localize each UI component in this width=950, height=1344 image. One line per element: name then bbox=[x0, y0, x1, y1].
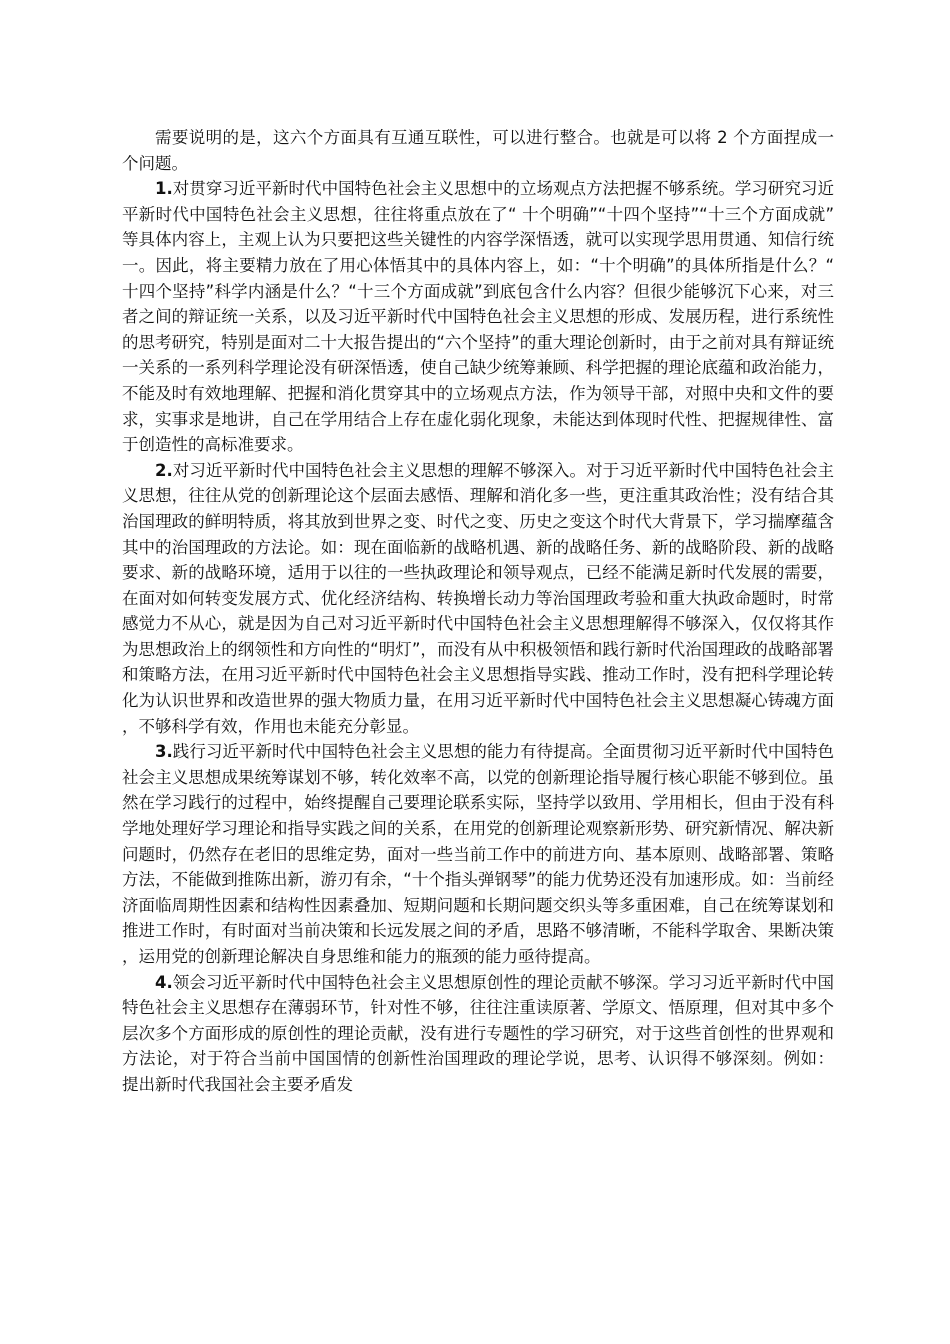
paragraph-text: 对贯穿习近平新时代中国特色社会主义思想中的立场观点方法把握不够系统。学习研究习近平新时代中国特色社会主义思想，往往将重点放在了“ 十个明确”“十四个坚持”“十三个方面成就”等具体内容上，主观上认为只要把这些关键性的内容学深悟透，就可以实现学思用贯通、知信行统一。因此，将主要精力放在了用心体悟其中的具体内容上，如：“十个明确”的具体所指是什么？“十四个坚持”科学内涵是什么？“十三个方面成就”到底包含什么内容？但很少能够沉下心来，对三者之间的辩证统一关系，以及习近平新时代中国特色社会主义思想的形成、发展历程，进行系统性的思考研究，特别是面对二十大报告提出的“六个坚持”的重大理论创新时，由于之前对具有辩证统一关系的一系列科学理论没有研深悟透，使自己缺少统筹兼顾、科学把握的理论底蕴和政治能力，不能及时有效地理解、把握和消化贯穿其中的立场观点方法，作为领导干部，对照中央和文件的要求，实事求是地讲，自己在学用结合上存在虚化弱化现象，未能达到体现时代性、把握规律性、富于创造性的高标准要求。 bbox=[122, 179, 834, 455]
paragraph-point-4 bbox=[122, 970, 834, 1098]
paragraph-text: 践行习近平新时代中国特色社会主义思想的能力有待提高。全面贯彻习近平新时代中国特色社会主义思想成果统筹谋划不够，转化效率不高，以党的创新理论指导履行核心职能不够到位。虽然在学习践行的过程中，始终提醒自己要理论联系实际，坚持学以致用、学用相长，但由于没有科学地处理好学习理论和指导实践之间的关系，在用党的创新理论观察新形势、研究新情况、解决新问题时，仍然存在老旧的思维定势，面对一些当前工作中的前进方向、基本原则、战略部署、策略方法，不能做到推陈出新，游刃有余，“十个指头弹钢琴”的能力优势还没有加速形成。如：当前经济面临周期性因素和结构性因素叠加、短期问题和长期问题交织头等多重困难，自己在统筹谋划和推进工作时，有时面对当前决策和长远发展之间的矛盾，思路不够清晰，不能科学取舍、果断决策，运用党的创新理论解决自身思维和能力的瓶颈的能力亟待提高。 bbox=[122, 742, 834, 966]
document-body bbox=[122, 125, 834, 1098]
point-number: 3. bbox=[155, 742, 173, 762]
paragraph-text: 对习近平新时代中国特色社会主义思想的理解不够深入。对于习近平新时代中国特色社会主义思想，往往从党的创新理论这个层面去感悟、理解和消化多一些，更注重其政治性；没有结合其治国理政的鲜明特质，将其放到世界之变、时代之变、历史之变这个时代大背景下，学习揣摩蕴含其中的治国理政的方法论。如：现在面临新的战略机遇、新的战略任务、新的战略阶段、新的战略要求、新的战略环境，适用于以往的一些执政理论和领导观点，已经不能满足新时代发展的需要，在面对如何转变发展方式、优化经济结构、转换增长动力等治国理政考验和重大执政命题时，时常感觉力不从心，就是因为自己对习近平新时代中国特色社会主义思想理解得不够深入，仅仅将其作为思想政治上的纲领性和方向性的“明灯”，而没有从中积极领悟和践行新时代治国理政的战略部署和策略方法，在用习近平新时代中国特色社会主义思想指导实践、推动工作时，没有把科学理论转化为认识世界和改造世界的强大物质力量，在用习近平新时代中国特色社会主义思想凝心铸魂方面，不够科学有效，作用也未能充分彰显。 bbox=[122, 460, 834, 736]
paragraph-point-1 bbox=[122, 176, 834, 458]
paragraph-text: 需要说明的是，这六个方面具有互通互联性，可以进行整合。也就是可以将 2 个方面捏成一个问题。 bbox=[122, 128, 834, 173]
paragraph-point-3 bbox=[122, 739, 834, 969]
paragraph-point-2 bbox=[122, 458, 834, 740]
point-number: 2. bbox=[155, 460, 173, 480]
paragraph-text: 领会习近平新时代中国特色社会主义思想原创性的理论贡献不够深。学习习近平新时代中国特色社会主义思想存在薄弱环节，针对性不够，往往注重读原著、学原文、悟原理，但对其中多个层次多个方面形成的原创性的理论贡献，没有进行专题性的学习研究，对于这些首创性的世界观和方法论，对于符合当前中国国情的创新性治国理政的理论学说，思考、认识得不够深刻。例如： 提出新时代我国社会主要矛盾发 bbox=[122, 972, 834, 1094]
point-number: 4. bbox=[155, 972, 173, 992]
paragraph-intro bbox=[122, 125, 834, 176]
point-number: 1. bbox=[155, 179, 173, 199]
